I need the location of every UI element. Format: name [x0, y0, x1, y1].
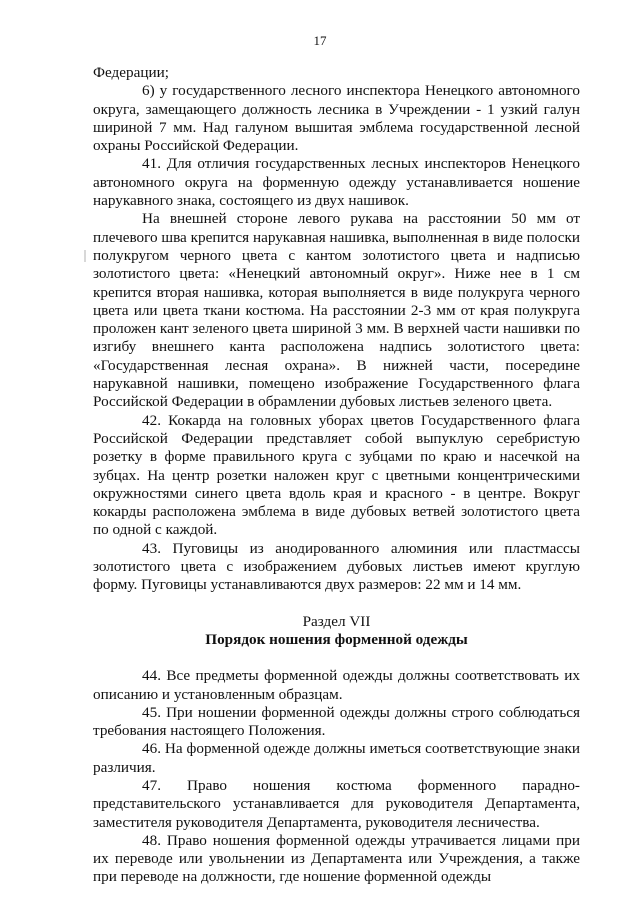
paragraph-47: 47. Право ношения костюма форменного парадно-представительского устанавливается для руководителя Департамента, заместителя руководителя Департамента, руководителя лесничества. — [93, 776, 580, 831]
scan-artifact — [84, 250, 86, 262]
paragraph-42: 42. Кокарда на головных уборах цветов Государственного флага Российской Федерации представляет собой выпуклую серебристую розетку в форме правильного круга с зубцами по краю и насечкой на зубцах. На центр розетки наложен круг с цветными концентрическими окружностями синего цвета вдоль края и красного - в центре. Вокруг кокарды расположена эмблема в виде дубовых ветвей золотистого цвета по одной с каждой. — [93, 411, 580, 539]
paragraph-45: 45. При ношении форменной одежды должны строго соблюдаться требования настоящего Положения. — [93, 703, 580, 740]
paragraph-41: 41. Для отличия государственных лесных инспекторов Ненецкого автономного округа на форменную одежду устанавливается ношение нарукавного знака, состоящего из двух нашивок. — [93, 155, 580, 210]
paragraph-federation-end: Федерации; — [93, 64, 169, 81]
section-heading — [93, 613, 580, 650]
paragraph-item-6: 6) у государственного лесного инспектора Ненецкого автономного округа, замещающего должность лесника в Учреждении - 1 узкий галун шириной 7 мм. Над галуном вышитая эмблема государственной лесной охраны Российской Федерации. — [93, 82, 580, 155]
paragraph-44: 44. Все предметы форменной одежды должны соответствовать их описанию и установленным образцам. — [93, 667, 580, 703]
paragraph-46: 46. На форменной одежде должны иметься соответствующие знаки различия. — [93, 740, 580, 776]
section-title: Порядок ношения форменной одежды — [205, 630, 468, 648]
paragraph-48: 48. Право ношения форменной одежды утрачивается лицами при их переводе или увольнении из Департамента или Учреждения, а также при переводе на должности, где ношение форменной одежды — [93, 831, 580, 886]
document-body — [93, 64, 580, 887]
page-number: 17 — [313, 33, 327, 48]
paragraph-43: 43. Пуговицы из анодированного алюминия или пластмассы золотистого цвета с изображением дубовых листьев имеют круглую форму. Пуговицы устанавливаются двух размеров: 22 мм и 14 мм. — [93, 539, 580, 594]
paragraph-41-sleeve-patch: На внешней стороне левого рукава на расстоянии 50 мм от плечевого шва крепится нарукавная нашивка, выполненная в виде полоски полукругом черного цвета с кантом золотистого цвета и надписью золотистого цвета: «Ненецкий автономный округ». Ниже нее в 1 см крепится вторая нашивка, которая выполняется в виде полукруга черного цвета или цвета ткани костюма. На расстоянии 2-3 мм от края полукруга проложен кант зеленого цвета шириной 3 мм. В верхней части нашивки по изгибу внешнего канта расположена надпись золотистого цвета: «Государственная лесная охрана». В нижней части, посередине нарукавной нашивки, помещено изображение Государственного флага Российской Федерации в обрамлении дубовых листьев зеленого цвета. — [93, 210, 580, 411]
section-label: Раздел VII — [302, 612, 371, 630]
